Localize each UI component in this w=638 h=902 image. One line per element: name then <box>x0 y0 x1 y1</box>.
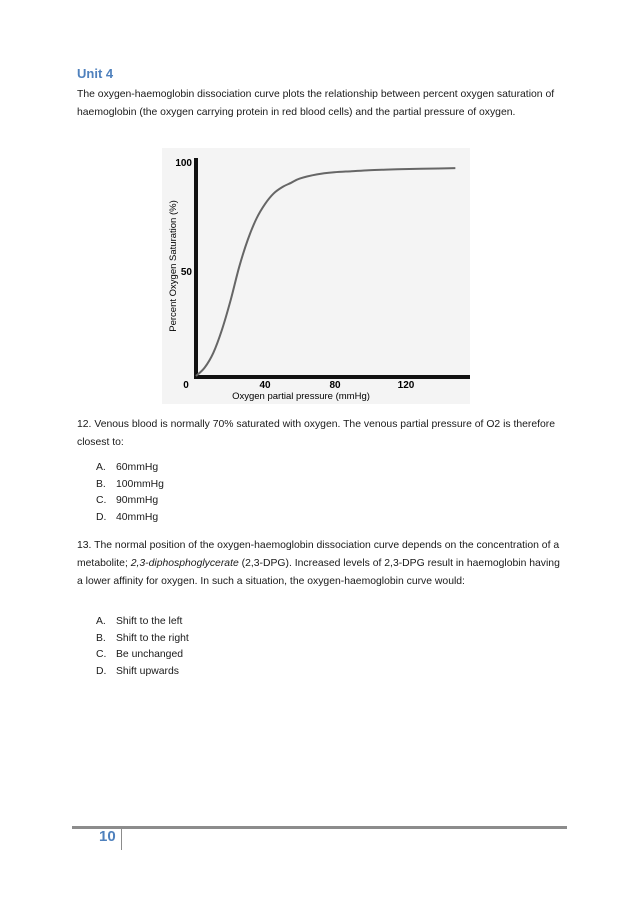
dissociation-chart <box>162 148 470 404</box>
option-c: C. Be unchanged <box>96 649 184 660</box>
y-tick-100: 100 <box>175 158 192 169</box>
page-number: 10 <box>99 828 116 845</box>
option-b: B. Shift to the right <box>96 632 189 644</box>
saturation-curve <box>196 168 455 376</box>
intro-paragraph: The oxygen-haemoglobin dissociation curve plots the relationship between percent oxygen saturation of haemoglobin (the oxygen carrying protein in red blood cells) and the partial pressure of oxygen. <box>77 89 555 118</box>
option-a: A. Shift to the left <box>96 616 183 627</box>
chart-svg <box>162 148 470 404</box>
footer-rule <box>72 826 567 829</box>
x-tick-80: 80 <box>329 380 341 391</box>
y-axis-label: Percent Oxygen Saturation (%) <box>168 200 179 332</box>
page-number-divider <box>121 828 122 850</box>
x-tick-40: 40 <box>259 380 271 391</box>
option-a: A. 60mmHg <box>96 462 159 473</box>
question-12-options <box>96 460 164 526</box>
question-12: 12. Venous blood is normally 70% saturated with oxygen. The venous partial pressure of O2 is therefore closest to: <box>77 419 556 448</box>
x-tick-120: 120 <box>397 380 415 391</box>
metabolite-term: 2,3-diphosphoglycerate <box>130 558 239 569</box>
option-d: D. Shift upwards <box>96 665 179 677</box>
option-b: B. 100mmHg <box>96 478 164 490</box>
question-13-options <box>96 614 189 680</box>
x-axis-label: Oxygen partial pressure (mmHg) <box>232 391 370 402</box>
section-heading: Unit 4 <box>77 66 114 81</box>
option-c: C. 90mmHg <box>96 495 159 506</box>
question-13: 13. The normal position of the oxygen-haemoglobin dissociation curve depends on the concentration of a metabolite; 2,3-diphosphoglycerate (2,3-DPG). Increased levels of 2,3-DPG result in haemoglobin having a lower affinity for oxygen. In such a situation, the oxygen-haemoglobin curve would: <box>77 540 560 587</box>
y-tick-50: 50 <box>180 267 192 278</box>
x-tick-0: 0 <box>183 380 189 391</box>
option-d: D. 40mmHg <box>96 511 159 523</box>
